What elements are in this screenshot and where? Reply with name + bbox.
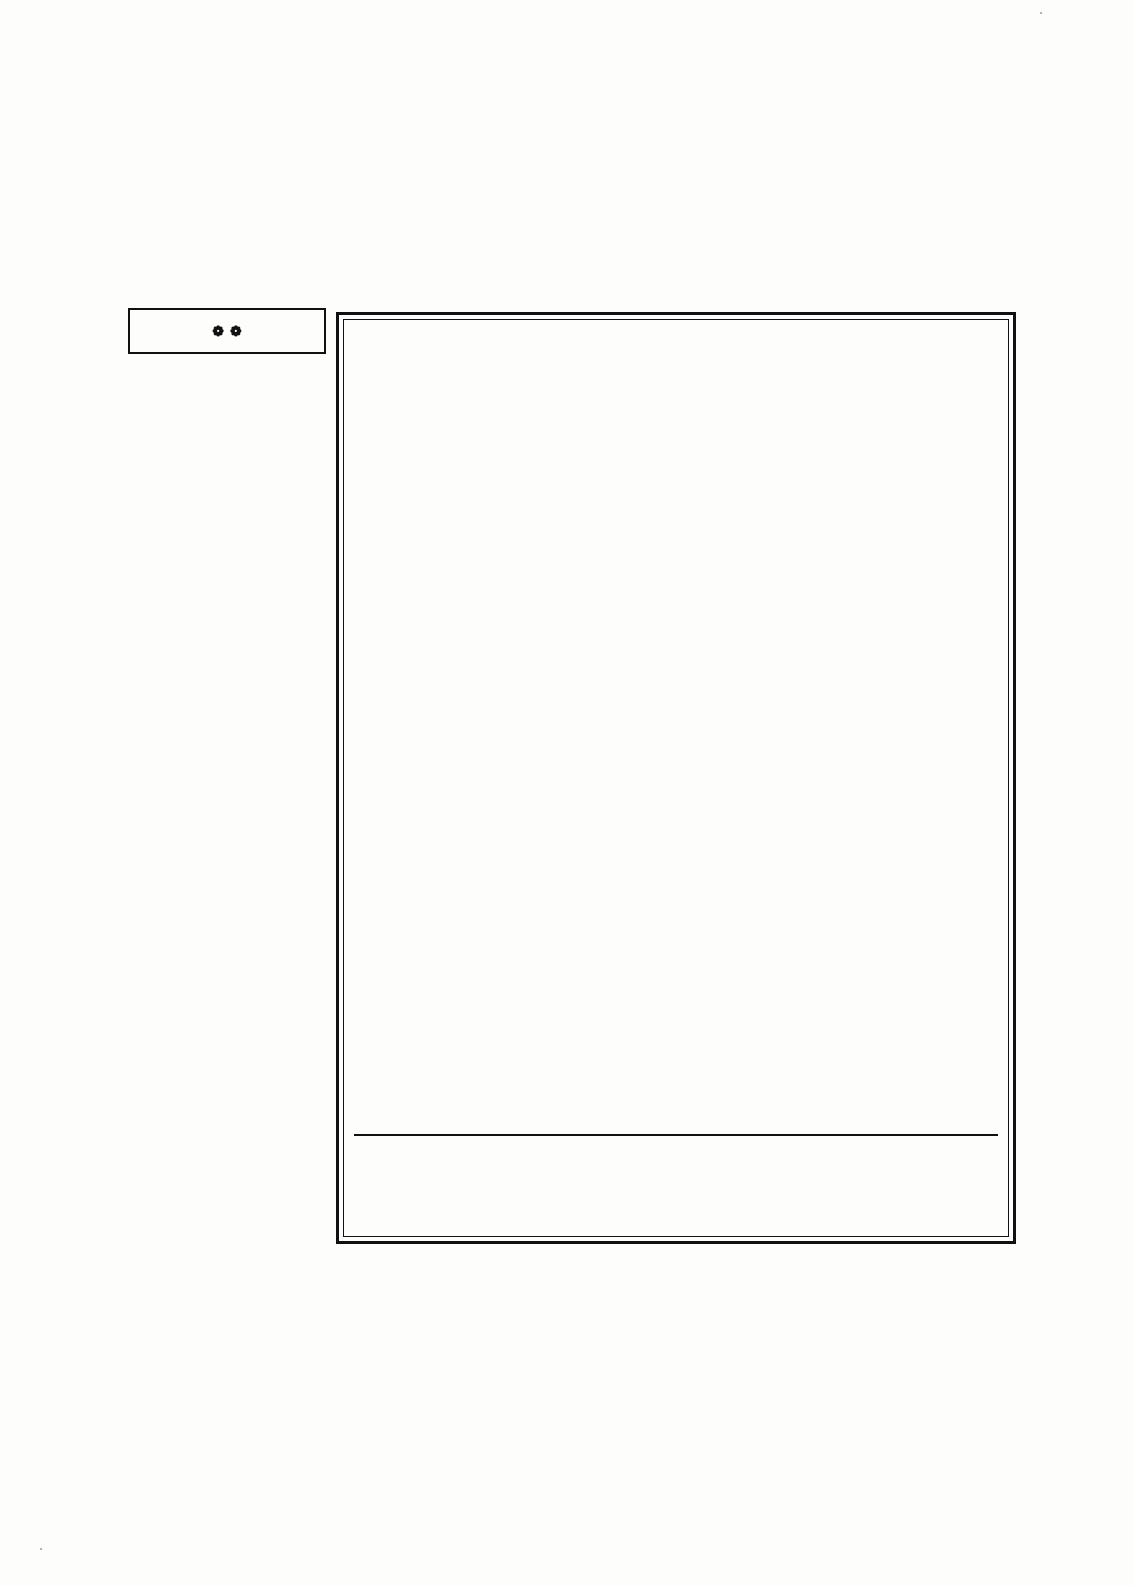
scan-speck — [40, 1548, 42, 1550]
margin-column — [128, 300, 326, 364]
section-heading-wujuh — [128, 308, 326, 354]
ornament-icon: ❁ — [229, 324, 242, 340]
scan-speck — [1040, 12, 1042, 14]
ornament-icon: ❁ — [212, 324, 225, 340]
main-commentary-frame — [336, 312, 1016, 1244]
footnote-rule — [354, 1134, 998, 1136]
